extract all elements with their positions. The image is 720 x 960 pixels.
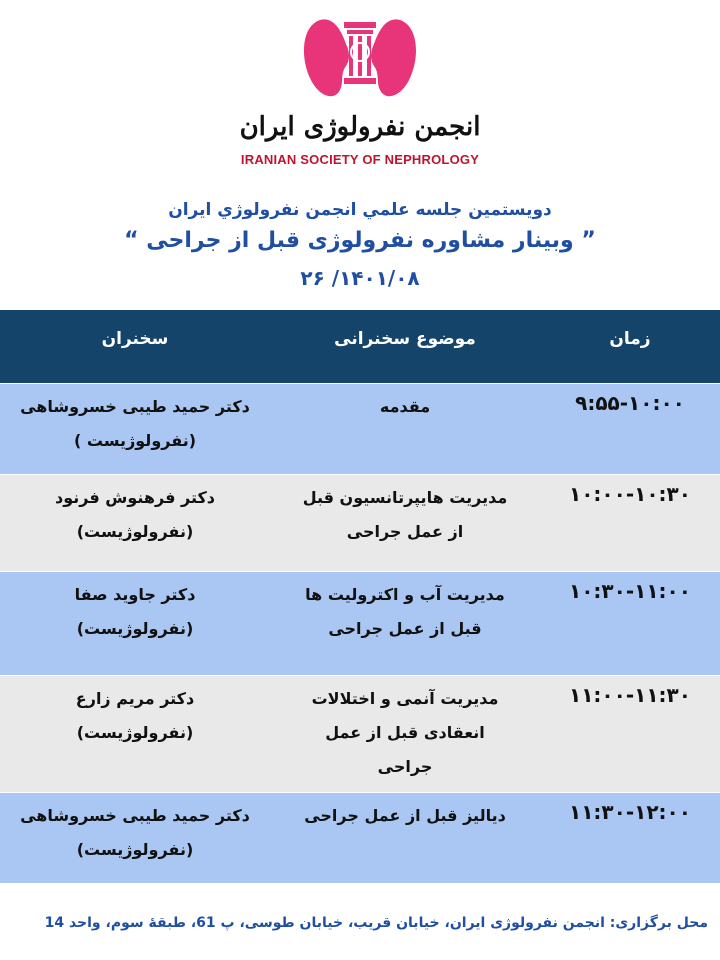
logo-english-name: IRANIAN SOCIETY OF NEPHROLOGY	[240, 152, 480, 167]
webinar-title: ” وبينار مشاوره نفرولوژی قبل از جراحی “	[124, 228, 596, 253]
table-header	[0, 310, 720, 383]
topic-line: قبل از عمل جراحی	[328, 619, 482, 638]
speaker-role: (نفرولوژیست)	[76, 619, 194, 638]
topic-line: از عمل جراحی	[346, 522, 464, 541]
logo	[0, 0, 720, 180]
venue-footer: محل برگزاری: انجمن نفرولوژی ایران، خیابان قریب، خیابان طوسی، پ 61، طبقهٔ سوم، واحد 14	[44, 915, 708, 931]
speaker-name: دکتر مریم زارع	[75, 689, 195, 708]
logo-persian-name: انجمن نفرولوژی ایران	[239, 112, 481, 142]
row-time: ۱۰:۰۰-۱۰:۳۰	[569, 482, 691, 506]
topic-line: مقدمه	[379, 397, 431, 416]
row-speaker	[0, 572, 270, 675]
row-topic	[270, 572, 540, 675]
topic-line: انعقادی قبل از عمل	[325, 723, 485, 742]
header-speaker: سخنران	[101, 329, 169, 349]
topic-line: مدیریت آنمی و اختلالات	[311, 689, 499, 708]
speaker-name: دکتر حمید طیبی خسروشاهی	[20, 397, 250, 416]
row-time: ۱۱:۳۰-۱۲:۰۰	[569, 800, 691, 824]
table-row	[0, 384, 720, 474]
speaker-role: (نفرولوژیست)	[76, 723, 194, 742]
row-topic	[270, 475, 540, 571]
table-row	[0, 793, 720, 883]
speaker-name: دکتر جاوید صفا	[74, 585, 196, 604]
speaker-role: (نفرولوژیست)	[76, 840, 194, 859]
row-topic	[270, 676, 540, 792]
kidney-logo-icon	[300, 12, 420, 108]
row-time: ۱۱:۰۰-۱۱:۳۰	[569, 683, 691, 707]
topic-line: مدیریت آب و اکترولیت ها	[305, 585, 505, 604]
speaker-role: (نفرولوژیست)	[76, 522, 194, 541]
row-speaker	[0, 793, 270, 883]
row-time: ۹:۵۵-۱۰:۰۰	[575, 391, 685, 415]
header-time: زمان	[609, 329, 651, 349]
row-speaker	[0, 384, 270, 474]
header-topic: موضوع سخنرانی	[334, 329, 476, 349]
schedule-table	[0, 310, 720, 883]
topic-line: دیالیز قبل از عمل جراحی	[304, 806, 506, 825]
table-row	[0, 572, 720, 675]
row-speaker	[0, 676, 270, 792]
topic-line: جراحی	[377, 757, 433, 776]
speaker-name: دکتر فرهنوش فرنود	[55, 488, 215, 507]
table-row	[0, 475, 720, 571]
speaker-role: (نفرولوژیست )	[73, 431, 197, 450]
speaker-name: دکتر حمید طیبی خسروشاهی	[20, 806, 250, 825]
row-time: ۱۰:۳۰-۱۱:۰۰	[569, 579, 691, 603]
row-speaker	[0, 475, 270, 571]
row-topic	[270, 793, 540, 883]
table-row	[0, 676, 720, 792]
meeting-title: دويستمين جلسه علمي انجمن نفرولوژي ايران	[168, 200, 552, 220]
event-date: ۱۴۰۱/۰۸/ ۲۶	[300, 266, 420, 290]
topic-line: مدیریت هایپرتانسیون قبل	[302, 488, 508, 507]
row-topic	[270, 384, 540, 474]
